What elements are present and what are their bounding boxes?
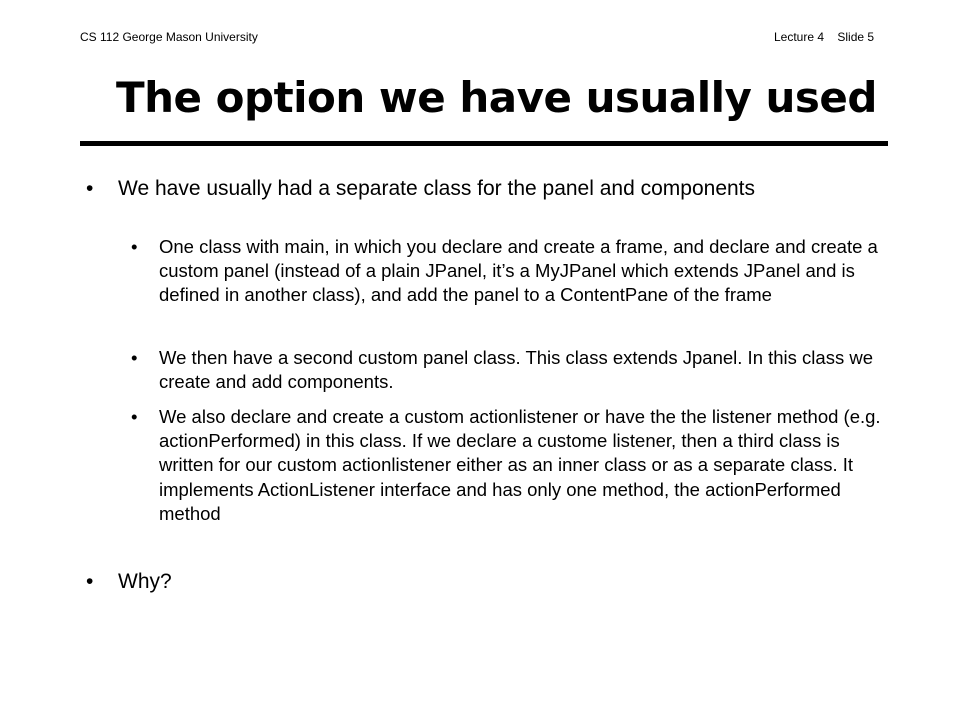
bullet-icon: • bbox=[131, 347, 138, 368]
sub-bullet-text: One class with main, in which you declare and create a frame, and declare and create a custom panel (instead of a plain JPanel, it’s a MyJPanel which extends JPanel and is defined in another class), and add the panel to a ContentPane of the frame bbox=[159, 236, 878, 306]
bullet-icon: • bbox=[131, 236, 138, 257]
bullet-text: We have usually had a separate class for the panel and components bbox=[118, 177, 756, 200]
sub-bullet-text: We also declare and create a custom actionlistener or have the the listener method (e.g. actionPerformed) in this class. If we declare a custome listener, then a third class is written for our custom actionlistener either as an inner class or as a separate class. It implements ActionListener interface and has only one method, the actionPerformed method bbox=[159, 406, 881, 524]
sub-bullet-item bbox=[131, 405, 889, 526]
header-course: CS 112 George Mason University bbox=[80, 30, 258, 44]
header-lecture: Lecture 4 bbox=[774, 30, 825, 44]
bullet-icon: • bbox=[131, 406, 138, 427]
bullet-item bbox=[86, 175, 878, 202]
bullet-icon: • bbox=[86, 570, 94, 593]
bullet-icon: • bbox=[86, 177, 94, 200]
sub-bullet-text: We then have a second custom panel class. This class extends Jpanel. In this class we create and add components. bbox=[159, 347, 873, 393]
title-underline bbox=[80, 141, 888, 146]
header-lecture-slide bbox=[774, 30, 874, 44]
header-slide-number: Slide 5 bbox=[837, 30, 875, 44]
slide-title: The option we have usually used bbox=[116, 73, 877, 122]
sub-bullet-item bbox=[131, 235, 889, 308]
bullet-item bbox=[86, 568, 878, 595]
sub-bullet-item bbox=[131, 346, 889, 394]
bullet-text: Why? bbox=[118, 570, 172, 593]
